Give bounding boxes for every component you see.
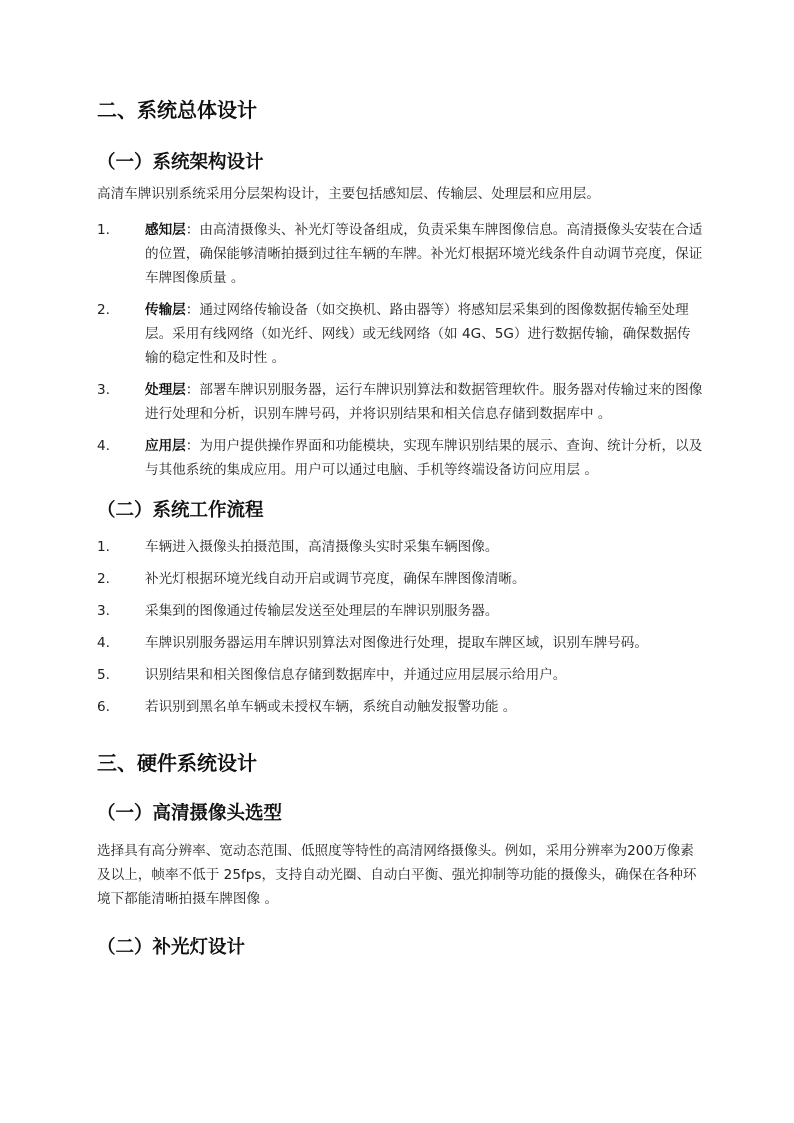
- list-item: [97, 695, 703, 719]
- layer-term: 应用层: [145, 438, 186, 454]
- list-number: 1.: [97, 539, 110, 555]
- list-item: [97, 434, 703, 482]
- list-number: 3.: [97, 382, 110, 398]
- workflow-subheading: （二）系统工作流程: [97, 500, 264, 521]
- list-item: [97, 631, 703, 655]
- camera-subheading: （一）高清摄像头选型: [97, 803, 283, 824]
- light-subheading: （二）补光灯设计: [97, 937, 246, 958]
- architecture-subheading: （一）系统架构设计: [97, 152, 264, 173]
- step-text: 若识别到黑名单车辆或未授权车辆，系统自动触发报警功能 。: [145, 699, 517, 715]
- list-number: 2.: [97, 302, 110, 318]
- layer-description: ：为用户提供操作界面和功能模块，实现车牌识别结果的展示、查询、统计分析，以及与其他系统的集成应用。用户可以通过电脑、手机等终端设备访问应用层 。: [145, 438, 703, 478]
- list-number: 3.: [97, 603, 110, 619]
- layer-term: 传输层: [145, 302, 186, 318]
- document-content: [97, 92, 703, 963]
- list-number: 1.: [97, 222, 110, 238]
- step-text: 识别结果和相关图像信息存储到数据库中，并通过应用层展示给用户。: [145, 667, 567, 683]
- workflow-step-list: [97, 535, 703, 719]
- step-text: 车辆进入摄像头拍摄范围，高清摄像头实时采集车辆图像。: [145, 539, 499, 555]
- section-3-heading: 三、硬件系统设计: [97, 751, 257, 775]
- architecture-layer-list: [97, 218, 703, 482]
- list-number: 4.: [97, 635, 110, 651]
- layer-term: 处理层: [145, 382, 186, 398]
- list-item: [97, 599, 703, 623]
- list-item: [97, 535, 703, 559]
- layer-description: ：由高清摄像头、补光灯等设备组成，负责采集车牌图像信息。高清摄像头安装在合适的位置，确保能够清晰拍摄到过往车辆的车牌。补光灯根据环境光线条件自动调节亮度，保证车牌图像质量 。: [145, 222, 703, 286]
- list-item: [97, 218, 703, 290]
- step-text: 采集到的图像通过传输层发送至处理层的车牌识别服务器。: [145, 603, 499, 619]
- layer-description: ：部署车牌识别服务器，运行车牌识别算法和数据管理软件。服务器对传输过来的图像进行处理和分析，识别车牌号码，并将识别结果和相关信息存储到数据库中 。: [145, 382, 703, 422]
- step-text: 补光灯根据环境光线自动开启或调节亮度，确保车牌图像清晰。: [145, 571, 526, 587]
- layer-description: ：通过网络传输设备（如交换机、路由器等）将感知层采集到的图像数据传输至处理层。采用有线网络（如光纤、网线）或无线网络（如 4G、5G）进行数据传输，确保数据传输的稳定性和及时性 。: [145, 302, 691, 366]
- list-item: [97, 663, 703, 687]
- list-item: [97, 298, 703, 370]
- layer-term: 感知层: [145, 222, 186, 238]
- list-item: [97, 567, 703, 591]
- camera-paragraph: 选择具有高分辨率、宽动态范围、低照度等特性的高清网络摄像头。例如，采用分辨率为200万像素及以上，帧率不低于 25fps，支持自动光圈、自动白平衡、强光抑制等功能的摄像头，确保在各种环境下都能清晰拍摄车牌图像 。: [97, 843, 697, 907]
- list-number: 4.: [97, 438, 110, 454]
- list-number: 5.: [97, 667, 110, 683]
- list-number: 6.: [97, 699, 110, 715]
- step-text: 车牌识别服务器运用车牌识别算法对图像进行处理，提取车牌区域，识别车牌号码。: [145, 635, 648, 651]
- architecture-intro: 高清车牌识别系统采用分层架构设计，主要包括感知层、传输层、处理层和应用层。: [97, 186, 600, 202]
- section-2-heading: 二、系统总体设计: [97, 98, 257, 122]
- list-item: [97, 378, 703, 426]
- list-number: 2.: [97, 571, 110, 587]
